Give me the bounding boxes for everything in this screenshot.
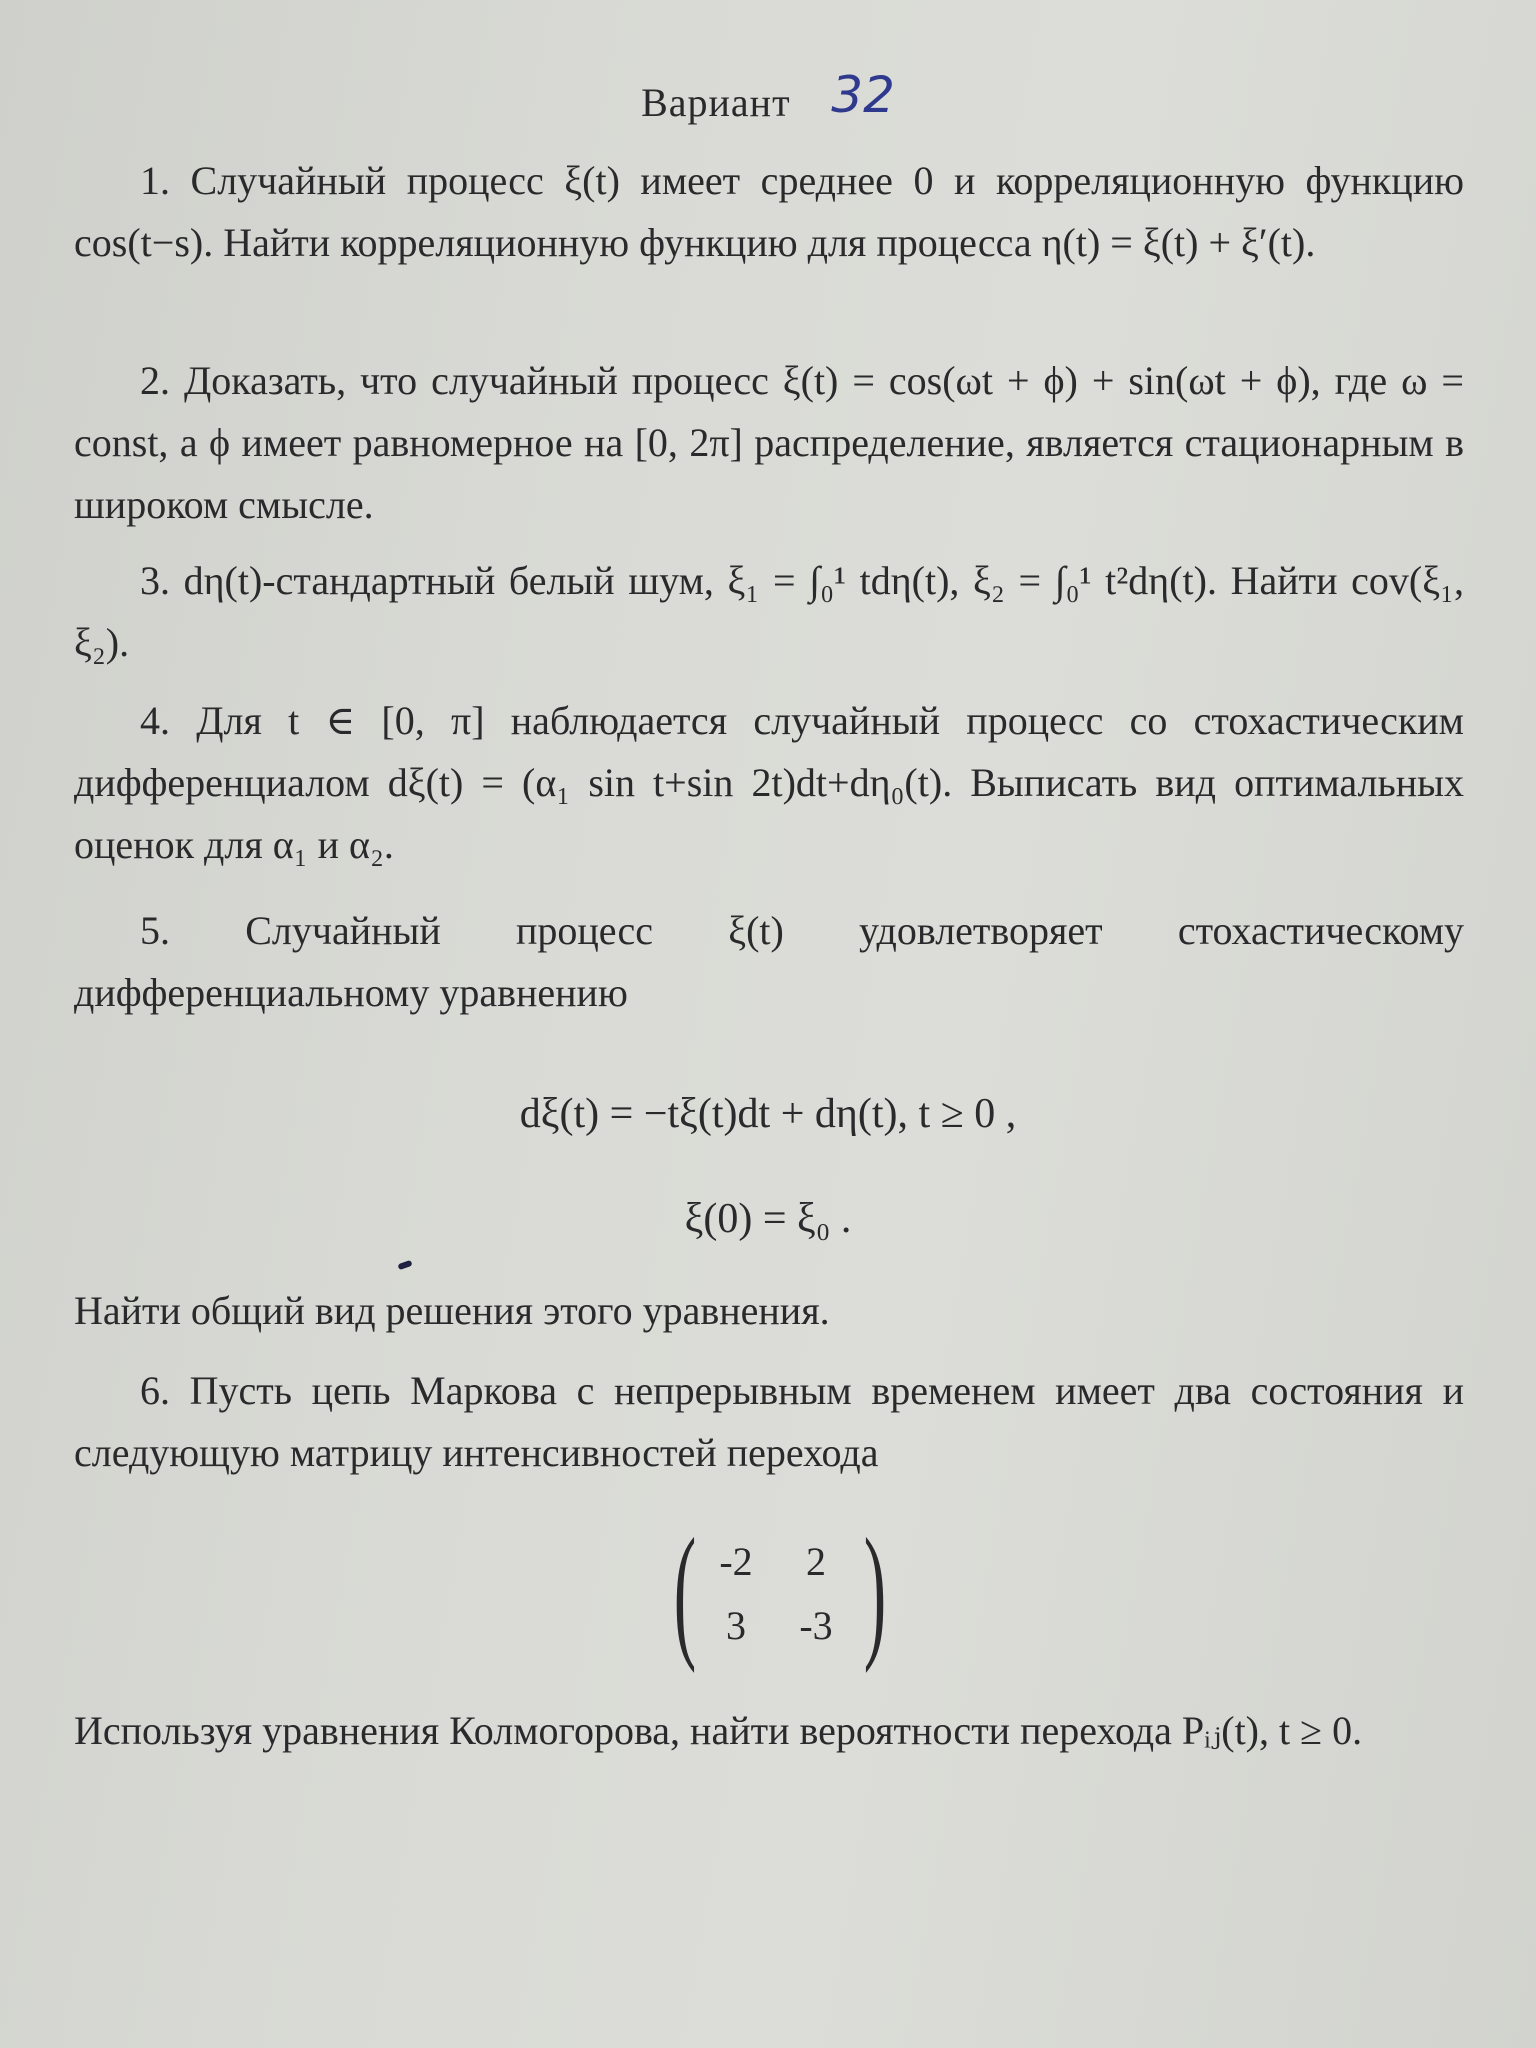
problem-6-intro: 6. Пусть цепь Маркова с непрерывным временем имеет два состояния и следующую матрицу интенсивностей перехода — [74, 1368, 1464, 1475]
variant-number-handwritten: 32 — [831, 66, 895, 124]
matrix-cell-r2c1: 3 — [726, 1603, 746, 1648]
matrix-cell-r2c2: -3 — [799, 1603, 833, 1648]
variant-label: Вариант — [641, 80, 791, 125]
problem-5-task: Найти общий вид решения этого уравнения. — [74, 1288, 830, 1333]
matrix-cell-r1c2: 2 — [806, 1539, 826, 1584]
problem-4: 4. Для t ∈ [0, π] наблюдается случайный процесс со стохастическим дифференциалом dξ(t) = (α₁ sin t+sin 2t)dt+dη₀(t). Выписать вид оптимальных оценок для α₁ и α₂. — [74, 698, 1464, 867]
initial-condition: ξ(0) = ξ₀ . — [684, 1196, 852, 1242]
problem-1: 1. Случайный процесс ξ(t) имеет среднее 0 и корреляционную функцию cos(t−s). Найти корреляционную функцию для процесса η(t) = ξ(t) + ξ′(t). — [74, 158, 1464, 265]
matrix-left-paren: ( — [673, 1508, 697, 1674]
problem-3: 3. dη(t)-стандартный белый шум, ξ₁ = ∫₀¹ tdη(t), ξ₂ = ∫₀¹ t²dη(t). Найти cov(ξ₁, ξ₂). — [74, 558, 1464, 665]
transition-intensity-matrix — [660, 1508, 900, 1674]
problem-2: 2. Доказать, что случайный процесс ξ(t) = cos(ωt + ϕ) + sin(ωt + ϕ), где ω = const, а ϕ имеет равномерное на [0, 2π] распределение, является стационарным в широком смысле. — [74, 358, 1464, 527]
matrix-right-paren: ) — [863, 1508, 887, 1674]
problem-5-intro: 5. Случайный процесс ξ(t) удовлетворяет стохастическому дифференциальному уравнению — [74, 908, 1464, 1015]
problem-6-task: Используя уравнения Колмогорова, найти вероятности перехода Pᵢⱼ(t), t ≥ 0. — [74, 1708, 1363, 1753]
variant-header — [0, 66, 1536, 128]
sde-equation: dξ(t) = −tξ(t)dt + dη(t), t ≥ 0 , — [519, 1091, 1017, 1137]
pen-mark — [397, 1260, 412, 1270]
matrix-cell-r1c1: -2 — [719, 1539, 753, 1584]
